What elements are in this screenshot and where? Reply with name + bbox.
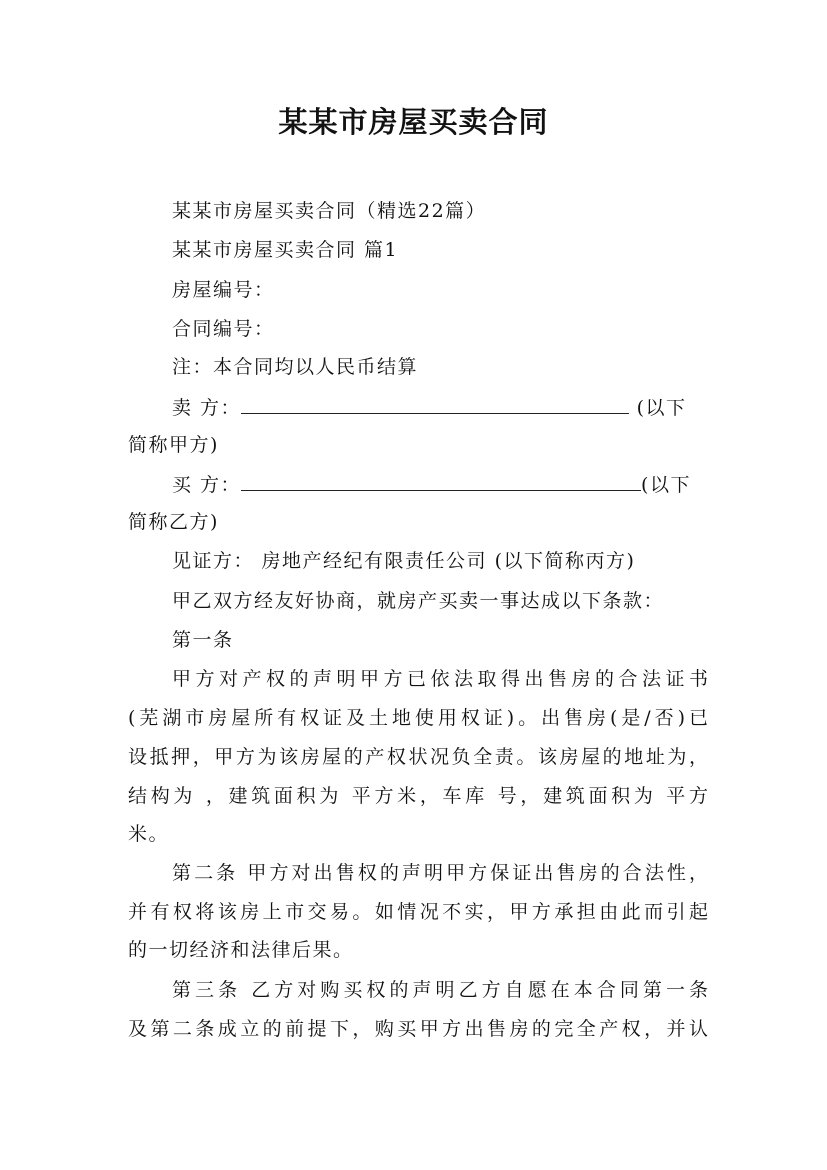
buyer-suffix: (以下 [641, 474, 691, 496]
article-2-line: 并有权将该房上市交易。如情况不实，甲方承担由此而引起 [128, 901, 708, 923]
article-1-line: 米。 [128, 823, 170, 845]
article-3-line: 第三条 乙方对购买权的声明乙方自愿在本合同第一条 [172, 979, 708, 1001]
agreement-line: 甲乙双方经友好协商，就房产买卖一事达成以下条款： [172, 590, 665, 612]
buyer-blank [241, 472, 641, 491]
buyer-label: 买 方： [172, 474, 242, 496]
subtitle-line: 某某市房屋买卖合同（精选22篇） [172, 200, 487, 222]
seller-suffix: (以下 [629, 397, 687, 419]
witness-line: 见证方： 房地产经纪有限责任公司 (以下简称丙方) [172, 550, 636, 572]
article-1-line: 甲方对产权的声明甲方已依法取得出售房的合法证书 [172, 668, 708, 690]
section-heading: 某某市房屋买卖合同 篇1 [172, 239, 399, 261]
seller-blank [241, 395, 629, 414]
article-3-line: 及第二条成立的前提下，购买甲方出售房的完全产权，并认 [128, 1018, 708, 1040]
seller-line [172, 395, 752, 420]
currency-note: 注：本合同均以人民币结算 [172, 356, 419, 378]
contract-number-label: 合同编号： [172, 318, 275, 340]
buyer-continuation: 简称乙方) [128, 511, 219, 533]
seller-continuation: 简称甲方) [128, 434, 219, 456]
article-1-line: (芜湖市房屋所有权证及土地使用权证)。出售房(是/否)已 [128, 707, 708, 729]
buyer-line [172, 472, 752, 497]
seller-label: 卖 方： [172, 397, 242, 419]
article-1-line: 结构为 ，建筑面积为 平方米，车库 号，建筑面积为 平方 [128, 785, 708, 807]
article-2-line: 第二条 甲方对出售权的声明甲方保证出售房的合法性， [172, 862, 708, 884]
house-number-label: 房屋编号： [172, 279, 275, 301]
article-1-line: 设抵押，甲方为该房屋的产权状况负全责。该房屋的地址为， [128, 746, 708, 768]
article-2-line: 的一切经济和法律后果。 [128, 939, 354, 961]
article-1-heading: 第一条 [172, 629, 234, 651]
document-title: 某某市房屋买卖合同 [278, 105, 549, 139]
